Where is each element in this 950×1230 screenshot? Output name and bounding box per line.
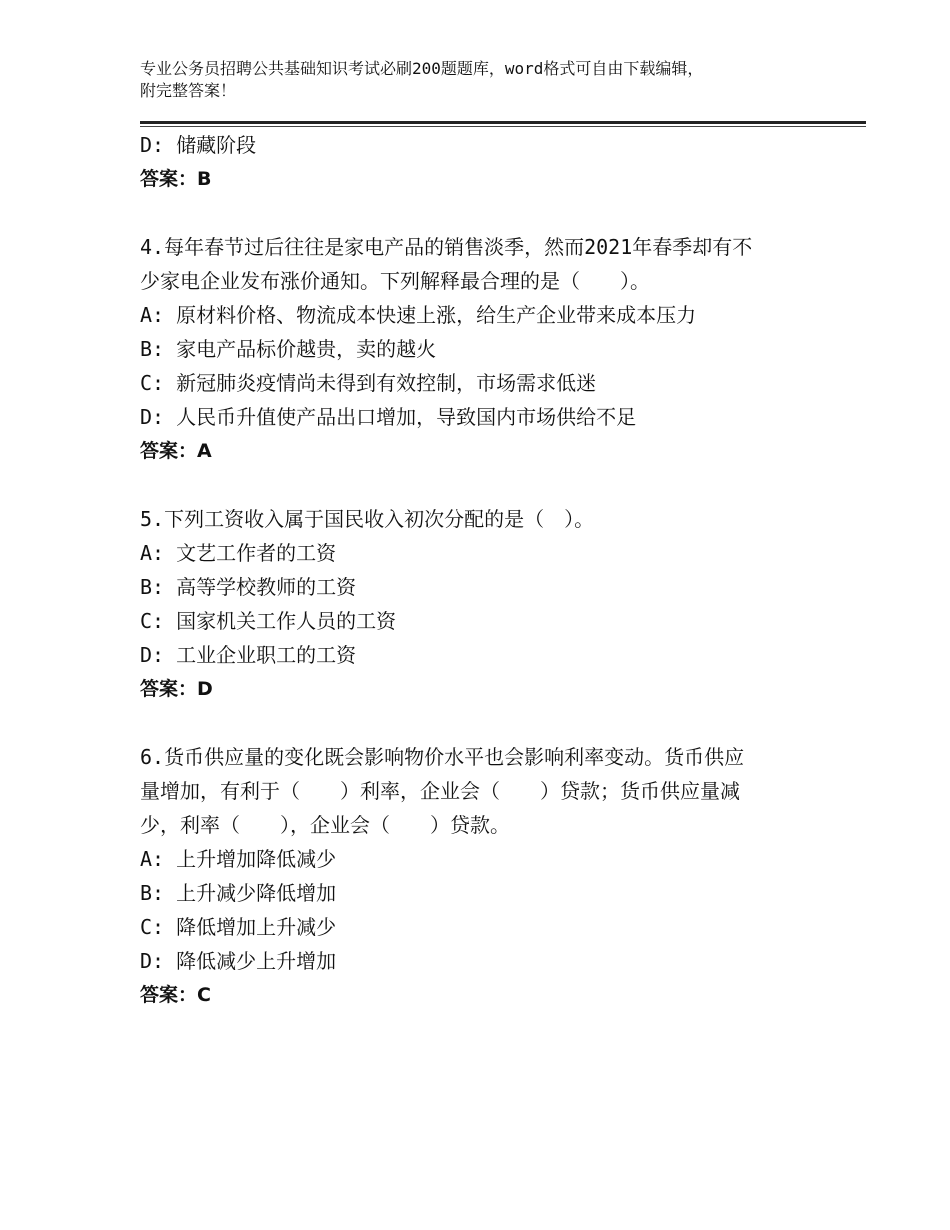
header-line-1: 专业公务员招聘公共基础知识考试必刷200题题库，word格式可自由下载编辑， [140,59,704,78]
question-4-stem-line-2: 少家电企业发布涨价通知。下列解释最合理的是（ ）。 [140,269,650,293]
question-5-option-c: C: 国家机关工作人员的工资 [140,609,397,633]
question-4-option-a: A: 原材料价格、物流成本快速上涨，给生产企业带来成本压力 [140,303,697,327]
question-6-option-d: D: 降低减少上升增加 [140,949,337,973]
question-4-stem-line-1: 4.每年春节过后往往是家电产品的销售淡季，然而2021年春季却有不 [140,235,753,259]
question-4-option-b: B: 家电产品标价越贵，卖的越火 [140,337,437,361]
header-line-2: 附完整答案！ [140,81,237,100]
question-6-stem-line-3: 少，利率（ ），企业会（ ）贷款。 [140,813,510,837]
prev-answer: 答案：B [140,168,212,190]
question-5-stem-line-1: 5.下列工资收入属于国民收入初次分配的是（ ）。 [140,507,595,531]
question-6 [140,740,840,1012]
page-header [140,58,840,102]
question-5 [140,502,840,706]
question-6-option-b: B: 上升减少降低增加 [140,881,337,905]
question-4-answer: 答案：A [140,440,212,462]
header-rule-thick [140,121,866,124]
question-4 [140,230,840,468]
header-rule-thin [140,126,866,127]
question-4-option-c: C: 新冠肺炎疫情尚未得到有效控制，市场需求低迷 [140,371,597,395]
question-6-answer: 答案：C [140,984,211,1006]
question-6-option-c: C: 降低增加上升减少 [140,915,337,939]
question-content [140,128,840,1012]
question-5-option-a: A: 文艺工作者的工资 [140,541,337,565]
question-6-option-a: A: 上升增加降低减少 [140,847,337,871]
question-5-option-b: B: 高等学校教师的工资 [140,575,357,599]
prev-option-d: D: 储藏阶段 [140,133,257,157]
question-4-option-d: D: 人民币升值使产品出口增加，导致国内市场供给不足 [140,405,637,429]
question-6-stem-line-1: 6.货币供应量的变化既会影响物价水平也会影响利率变动。货币供应 [140,745,745,769]
question-6-stem-line-2: 量增加，有利于（ ）利率，企业会（ ）贷款；货币供应量减 [140,779,740,803]
spacer [140,706,840,740]
question-5-answer: 答案：D [140,678,213,700]
spacer [140,196,840,230]
spacer [140,468,840,502]
question-5-option-d: D: 工业企业职工的工资 [140,643,357,667]
